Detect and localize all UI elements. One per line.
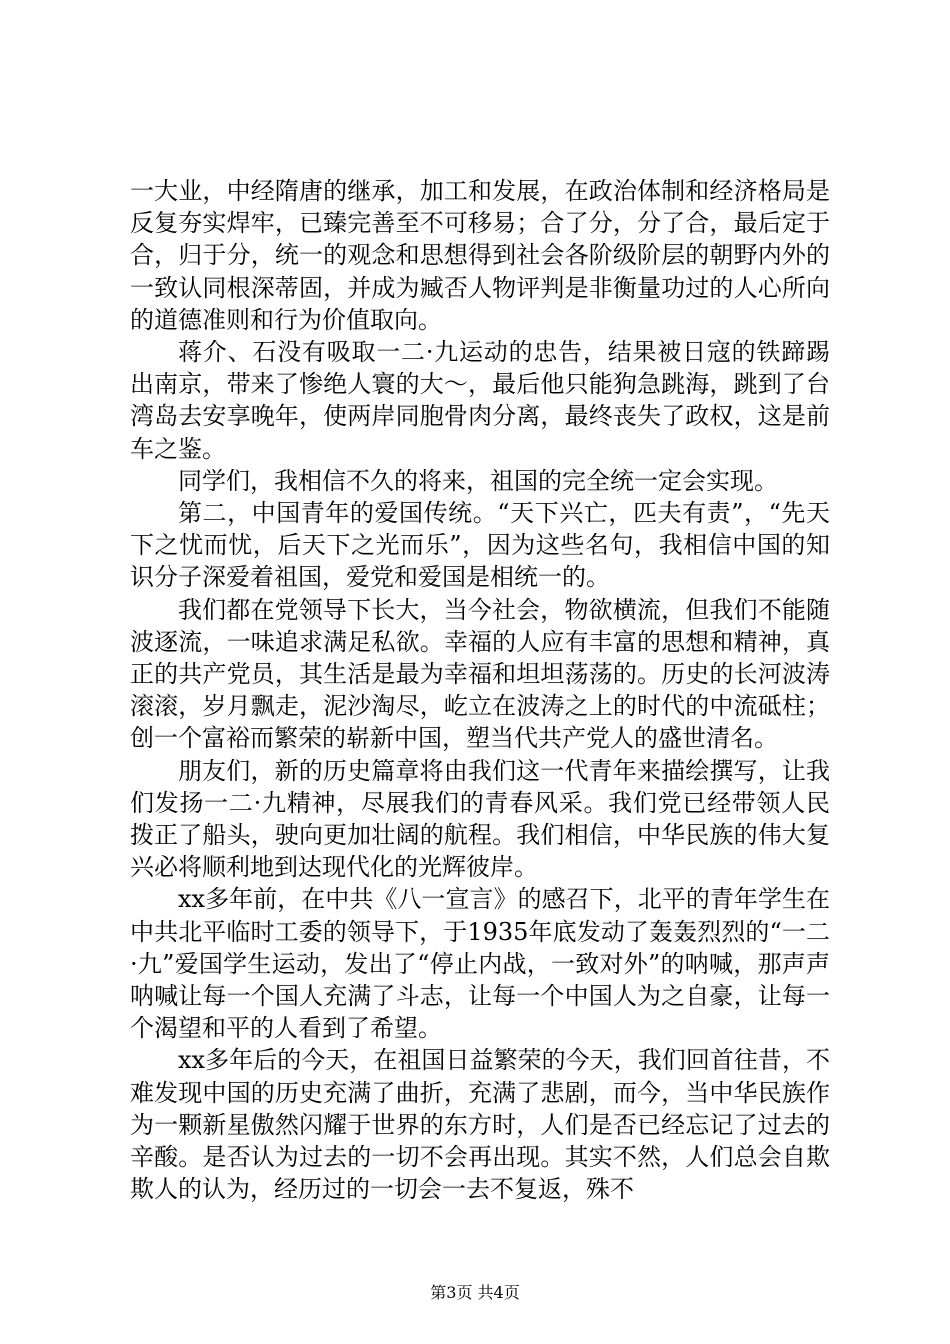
paragraph: 我们都在党领导下长大，当今社会，物欲横流，但我们不能随波逐流，一味追求满足私欲。幸福的人应有丰富的思想和精神，真正的共产党员，其生活是最为幸福和坦坦荡荡的。历史的长河波涛滚滚，岁月飘走，泥沙淘尽，屹立在波涛之上的时代的中流砥柱；创一个富裕而繁荣的崭新中国，塑当代共产党人的盛世清名。 xyxy=(130,595,830,753)
paragraph: xx多年前，在中共《八一宣言》的感召下，北平的青年学生在中共北平临时工委的领导下，于1935年底发动了轰轰烈烈的“一二·九”爱国学生运动，发出了“停止内战，一致对外”的呐喊，那声声呐喊让每一个国人充满了斗志，让每一个中国人为之自豪，让每一个渴望和平的人看到了希望。 xyxy=(130,885,830,1043)
page-number-footer: 第3页 共4页 xyxy=(430,1283,520,1302)
paragraph: 第二，中国青年的爱国传统。“天下兴亡，匹夫有责”，“先天下之忧而忧，后天下之光而乐”，因为这些名句，我相信中国的知识分子深爱着祖国，爱党和爱国是相统一的。 xyxy=(130,499,830,592)
paragraph: 同学们，我相信不久的将来，祖国的完全统一定会实现。 xyxy=(178,466,778,495)
paragraph: 朋友们，新的历史篇章将由我们这一代青年来描绘撰写，让我们发扬一二·九精神，尽展我们的青春风采。我们党已经带领人民拨正了船头，驶向更加壮阔的航程。我们相信，中华民族的伟大复兴必将顺利地到达现代化的光辉彼岸。 xyxy=(130,756,830,882)
document-body xyxy=(130,175,830,1206)
paragraph: 一大业，中经隋唐的继承，加工和发展，在政治体制和经济格局是反复夯实焊牢，已臻完善至不可移易；合了分，分了合，最后定于合，归于分，统一的观念和思想得到社会各阶级阶层的朝野内外的一致认同根深蒂固，并成为臧否人物评判是非衡量功过的人心所向的道德准则和行为价值取向。 xyxy=(130,177,830,334)
paragraph: xx多年后的今天，在祖国日益繁荣的今天，我们回首往昔，不难发现中国的历史充满了曲折，充满了悲剧，而今，当中华民族作为一颗新星傲然闪耀于世界的东方时，人们是否已经忘记了过去的辛酸。是否认为过去的一切不会再出现。其实不然，人们总会自欺欺人的认为，经历过的一切会一去不复返，殊不 xyxy=(130,1046,830,1204)
paragraph: 蒋介、石没有吸取一二·九运动的忠告，结果被日寇的铁蹄踢出南京，带来了惨绝人寰的大～，最后他只能狗急跳海，跳到了台湾岛去安享晚年，使两岸同胞骨肉分离，最终丧失了政权，这是前车之鉴。 xyxy=(130,338,830,463)
